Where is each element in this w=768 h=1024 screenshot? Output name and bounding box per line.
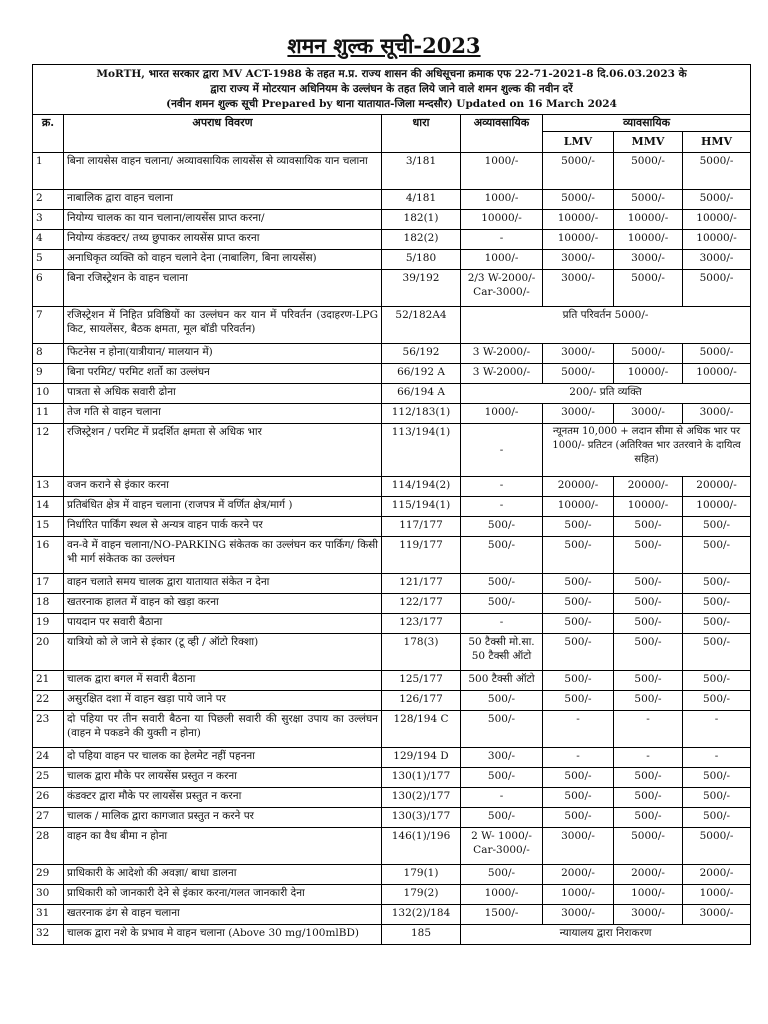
lmv-fine: 10000/- [543, 497, 614, 517]
hmv-fine: 1000/- [683, 885, 751, 905]
row-number: 11 [33, 404, 64, 424]
section-cell: 66/192 A [382, 364, 461, 384]
row-number: 9 [33, 364, 64, 384]
lmv-fine: 500/- [543, 517, 614, 537]
table-row [33, 865, 751, 885]
offence-description: रजिस्ट्रेशन / परमिट में प्रदर्शित क्षमता से अधिक भार [64, 424, 382, 477]
section-cell: 182(1) [382, 210, 461, 230]
section-cell: 185 [382, 925, 461, 945]
table-row [33, 634, 751, 671]
noncommercial-fine: - [461, 788, 543, 808]
mmv-fine: 5000/- [614, 153, 683, 190]
table-row [33, 364, 751, 384]
offence-description: चालक द्वारा नशे के प्रभाव मे वाहन चलाना (Above 30 mg/100mlBD) [64, 925, 382, 945]
noncommercial-fine: 1500/- [461, 905, 543, 925]
table-row [33, 671, 751, 691]
mmv-fine: 1000/- [614, 885, 683, 905]
noncommercial-fine: 50 टैक्सी मो.सा. 50 टैक्सी ऑटो [461, 634, 543, 671]
hmv-fine: 500/- [683, 574, 751, 594]
header-mmv: MMV [614, 132, 683, 153]
noncommercial-fine: 1000/- [461, 885, 543, 905]
mmv-fine: 20000/- [614, 477, 683, 497]
hmv-fine: 3000/- [683, 905, 751, 925]
row-number: 8 [33, 344, 64, 364]
hmv-fine: 3000/- [683, 404, 751, 424]
offence-description: वाहन चलाते समय चालक द्वारा यातायात संकेत न देना [64, 574, 382, 594]
offence-description: नियोग्य चालक का यान चलाना/लायसेंस प्राप्त करना/ [64, 210, 382, 230]
section-cell: 56/192 [382, 344, 461, 364]
mmv-fine: 500/- [614, 768, 683, 788]
row-number: 23 [33, 711, 64, 748]
noncommercial-fine: 500/- [461, 574, 543, 594]
header-section: धारा [382, 115, 461, 153]
table-row [33, 404, 751, 424]
hmv-fine: 2000/- [683, 865, 751, 885]
noncommercial-fine: 500/- [461, 594, 543, 614]
commercial-fine-note: न्यूनतम 10,000 + लदान सीमा से अधिक भार पर 1000/- प्रतिटन (अतिरिक्त भार उतरवाने के दायित्व सहित) [543, 424, 751, 477]
mmv-fine: 10000/- [614, 210, 683, 230]
offence-description: पात्रता से अधिक सवारी ढोना [64, 384, 382, 404]
table-row [33, 230, 751, 250]
mmv-fine: 500/- [614, 594, 683, 614]
hmv-fine: - [683, 748, 751, 768]
offence-description: बिना लायसेस वाहन चलाना/ अव्यावसायिक लायसेंस से व्यावसायिक यान चलाना [64, 153, 382, 190]
notice-line-2: द्वारा राज्य में मोटरयान अधिनियम के उल्लंघन के तहत लिये जाने वाले शमन शुल्क की नवीन दरें [210, 83, 573, 95]
mmv-fine: 5000/- [614, 828, 683, 865]
row-number: 18 [33, 594, 64, 614]
offence-description: खतरनाक ढंग से वाहन चलाना [64, 905, 382, 925]
offence-description: नाबालिक द्वारा वाहन चलाना [64, 190, 382, 210]
section-cell: 126/177 [382, 691, 461, 711]
row-number: 7 [33, 307, 64, 344]
row-number: 3 [33, 210, 64, 230]
table-row [33, 250, 751, 270]
table-row [33, 424, 751, 477]
table-row [33, 711, 751, 748]
lmv-fine: 500/- [543, 691, 614, 711]
row-number: 24 [33, 748, 64, 768]
lmv-fine: 500/- [543, 768, 614, 788]
table-row [33, 808, 751, 828]
lmv-fine: 10000/- [543, 230, 614, 250]
row-number: 6 [33, 270, 64, 307]
mmv-fine: 500/- [614, 537, 683, 574]
row-number: 13 [33, 477, 64, 497]
table-row [33, 477, 751, 497]
noncommercial-fine: 10000/- [461, 210, 543, 230]
noncommercial-fine: - [461, 230, 543, 250]
row-number: 5 [33, 250, 64, 270]
offence-description: प्राधिकारी के आदेशो की अवज्ञा/ बाधा डालना [64, 865, 382, 885]
header-lmv: LMV [543, 132, 614, 153]
hmv-fine: 5000/- [683, 344, 751, 364]
mmv-fine: 3000/- [614, 250, 683, 270]
noncommercial-fine: 500/- [461, 537, 543, 574]
hmv-fine: 500/- [683, 808, 751, 828]
noncommercial-fine: - [461, 497, 543, 517]
offence-description: तेज गति से वाहन चलाना [64, 404, 382, 424]
noncommercial-fine: 3 W-2000/- [461, 344, 543, 364]
hmv-fine: 20000/- [683, 477, 751, 497]
noncommercial-fine: - [461, 477, 543, 497]
offence-description: पायदान पर सवारी बैठाना [64, 614, 382, 634]
hmv-fine: 500/- [683, 537, 751, 574]
title-text: शमन शुल्क सूची-2023 [287, 33, 481, 58]
offence-description: रजिस्ट्रेशन में निहित प्रविष्ठियों का उल्लंघन कर यान में परिवर्तन (उदाहरण-LPG किट, सायलेंसर, बैठक क्षमता, मूल बॉडी परिवर्तन) [64, 307, 382, 344]
section-cell: 117/177 [382, 517, 461, 537]
section-cell: 119/177 [382, 537, 461, 574]
hmv-fine: 5000/- [683, 270, 751, 307]
lmv-fine: 1000/- [543, 885, 614, 905]
mmv-fine: 10000/- [614, 497, 683, 517]
section-cell: 179(1) [382, 865, 461, 885]
offence-description: असुरक्षित दशा में वाहन खड़ा पाये जाने पर [64, 691, 382, 711]
hmv-fine: 5000/- [683, 828, 751, 865]
offence-description: नियोग्य कंडक्टर/ तथ्य छुपाकर लायसेंस प्राप्त करना [64, 230, 382, 250]
section-cell: 125/177 [382, 671, 461, 691]
offence-description: दो पहिया वाहन पर चालक का हेलमेट नहीं पहनना [64, 748, 382, 768]
noncommercial-fine: 2 W- 1000/- Car-3000/- [461, 828, 543, 865]
notice-line-1: MoRTH, भारत सरकार द्वारा MV ACT-1988 के तहत म.प्र. राज्य शासन की अधिसूचना क्रमाक एफ 22-71-2021-8 दि.06.03.2023 के [96, 68, 687, 80]
noncommercial-fine: 500/- [461, 768, 543, 788]
mmv-fine: 500/- [614, 671, 683, 691]
table-row [33, 614, 751, 634]
fine-span-cell: प्रति परिवर्तन 5000/- [461, 307, 751, 344]
hmv-fine: 500/- [683, 614, 751, 634]
noncommercial-fine: 3 W-2000/- [461, 364, 543, 384]
noncommercial-fine: 500/- [461, 517, 543, 537]
header-no: क्र. [33, 115, 64, 153]
mmv-fine: 500/- [614, 614, 683, 634]
penalty-table [32, 64, 751, 945]
section-cell: 39/192 [382, 270, 461, 307]
section-cell: 3/181 [382, 153, 461, 190]
noncommercial-fine: 500 टैक्सी ऑटो [461, 671, 543, 691]
lmv-fine: 5000/- [543, 190, 614, 210]
noncommercial-fine: 500/- [461, 865, 543, 885]
notice-line-3: (नवीन शमन शुल्क सूची Prepared by थाना यातायात-जिला मन्दसौर) Updated on 16 March 2024 [166, 98, 617, 110]
mmv-fine: 500/- [614, 517, 683, 537]
mmv-fine: 10000/- [614, 230, 683, 250]
hmv-fine: - [683, 711, 751, 748]
lmv-fine: - [543, 748, 614, 768]
section-cell: 130(2)/177 [382, 788, 461, 808]
row-number: 31 [33, 905, 64, 925]
notice-row [33, 65, 751, 115]
lmv-fine: 20000/- [543, 477, 614, 497]
row-number: 12 [33, 424, 64, 477]
table-row [33, 691, 751, 711]
row-number: 14 [33, 497, 64, 517]
hmv-fine: 10000/- [683, 364, 751, 384]
hmv-fine: 5000/- [683, 153, 751, 190]
mmv-fine: 3000/- [614, 404, 683, 424]
noncommercial-fine: 500/- [461, 808, 543, 828]
lmv-fine: 5000/- [543, 153, 614, 190]
noncommercial-fine: 1000/- [461, 153, 543, 190]
offence-description: चालक द्वारा मौके पर लायसेंस प्रस्तुत न करना [64, 768, 382, 788]
noncommercial-fine: 500/- [461, 711, 543, 748]
lmv-fine: 500/- [543, 574, 614, 594]
lmv-fine: 500/- [543, 594, 614, 614]
offence-description: दो पहिया पर तीन सवारी बैठना या पिछली सवारी की सुरक्षा उपाय का उल्लंघन (वाहन मे पकडने की युक्ती न होना) [64, 711, 382, 748]
noncommercial-fine: - [461, 614, 543, 634]
mmv-fine: 5000/- [614, 344, 683, 364]
offence-description: प्रतिबंधित क्षेत्र में वाहन चलाना (राजपत्र में वर्णित क्षेत्र/मार्ग ) [64, 497, 382, 517]
offence-description: बिना परमिट/ परमिट शर्तो का उल्लंघन [64, 364, 382, 384]
lmv-fine: 10000/- [543, 210, 614, 230]
hmv-fine: 5000/- [683, 190, 751, 210]
table-row [33, 905, 751, 925]
lmv-fine: 3000/- [543, 404, 614, 424]
row-number: 32 [33, 925, 64, 945]
header-hmv: HMV [683, 132, 751, 153]
page-title [0, 32, 768, 60]
section-cell: 52/182A4 [382, 307, 461, 344]
row-number: 27 [33, 808, 64, 828]
lmv-fine: 5000/- [543, 364, 614, 384]
hmv-fine: 500/- [683, 671, 751, 691]
mmv-fine: - [614, 711, 683, 748]
header-commercial: व्यावसायिक [543, 115, 751, 132]
notice-cell [33, 65, 751, 115]
lmv-fine: 500/- [543, 614, 614, 634]
offence-description: निर्धारित पार्किंग स्थल से अन्यत्र वाहन पार्क करने पर [64, 517, 382, 537]
section-cell: 130(3)/177 [382, 808, 461, 828]
mmv-fine: 2000/- [614, 865, 683, 885]
section-cell: 179(2) [382, 885, 461, 905]
table-row [33, 574, 751, 594]
mmv-fine: 500/- [614, 574, 683, 594]
row-number: 19 [33, 614, 64, 634]
table-row [33, 925, 751, 945]
hmv-fine: 10000/- [683, 230, 751, 250]
row-number: 30 [33, 885, 64, 905]
section-cell: 66/194 A [382, 384, 461, 404]
lmv-fine: 500/- [543, 808, 614, 828]
hmv-fine: 500/- [683, 634, 751, 671]
fine-span-cell: न्यायालय द्वारा निराकरण [461, 925, 751, 945]
row-number: 10 [33, 384, 64, 404]
row-number: 2 [33, 190, 64, 210]
table-row [33, 190, 751, 210]
hmv-fine: 3000/- [683, 250, 751, 270]
lmv-fine: 3000/- [543, 250, 614, 270]
row-number: 20 [33, 634, 64, 671]
table-row [33, 344, 751, 364]
offence-description: यात्रियो को ले जाने से इंकार (टू व्ही / ऑटो रिक्शा) [64, 634, 382, 671]
hmv-fine: 500/- [683, 594, 751, 614]
row-number: 17 [33, 574, 64, 594]
table-row [33, 497, 751, 517]
offence-description: बिना रजिस्ट्रेशन के वाहन चलाना [64, 270, 382, 307]
lmv-fine: - [543, 711, 614, 748]
lmv-fine: 500/- [543, 634, 614, 671]
row-number: 21 [33, 671, 64, 691]
mmv-fine: 10000/- [614, 364, 683, 384]
noncommercial-fine: 1000/- [461, 404, 543, 424]
section-cell: 129/194 D [382, 748, 461, 768]
table-row [33, 748, 751, 768]
lmv-fine: 500/- [543, 788, 614, 808]
offence-description: फिटनेस न होना(यात्रीयान/ मालयान में) [64, 344, 382, 364]
offence-description: अनाधिकृत व्यक्ति को वाहन चलाने देना (नाबालिग, बिना लायसेंस) [64, 250, 382, 270]
header-noncommercial: अव्यावसायिक [461, 115, 543, 153]
offence-description: वाहन का वैध बीमा न होना [64, 828, 382, 865]
section-cell: 113/194(1) [382, 424, 461, 477]
row-number: 26 [33, 788, 64, 808]
hmv-fine: 500/- [683, 788, 751, 808]
section-cell: 114/194(2) [382, 477, 461, 497]
section-cell: 130(1)/177 [382, 768, 461, 788]
table-row [33, 210, 751, 230]
mmv-fine: 500/- [614, 808, 683, 828]
section-cell: 178(3) [382, 634, 461, 671]
noncommercial-fine: 500/- [461, 691, 543, 711]
offence-description: प्राधिकारी को जानकारी देने से इंकार करना/गलत जानकारी देना [64, 885, 382, 905]
section-cell: 115/194(1) [382, 497, 461, 517]
header-offence: अपराध विवरण [64, 115, 382, 153]
offence-description: कंडक्टर द्वारा मौके पर लायसेंस प्रस्तुत न करना [64, 788, 382, 808]
table-row [33, 537, 751, 574]
section-cell: 121/177 [382, 574, 461, 594]
hmv-fine: 10000/- [683, 497, 751, 517]
section-cell: 122/177 [382, 594, 461, 614]
header-row-1 [33, 115, 751, 132]
table-row [33, 517, 751, 537]
mmv-fine: 5000/- [614, 270, 683, 307]
table-row [33, 270, 751, 307]
mmv-fine: - [614, 748, 683, 768]
hmv-fine: 500/- [683, 768, 751, 788]
offence-description: चालक / मालिक द्वारा कागजात प्रस्तुत न करने पर [64, 808, 382, 828]
row-number: 1 [33, 153, 64, 190]
row-number: 25 [33, 768, 64, 788]
lmv-fine: 3000/- [543, 270, 614, 307]
table-row [33, 885, 751, 905]
table-row [33, 768, 751, 788]
hmv-fine: 500/- [683, 517, 751, 537]
mmv-fine: 500/- [614, 788, 683, 808]
row-number: 15 [33, 517, 64, 537]
lmv-fine: 500/- [543, 537, 614, 574]
offence-description: चालक द्वारा बगल में सवारी बैठाना [64, 671, 382, 691]
noncommercial-fine: 1000/- [461, 190, 543, 210]
hmv-fine: 500/- [683, 691, 751, 711]
section-cell: 5/180 [382, 250, 461, 270]
mmv-fine: 500/- [614, 634, 683, 671]
lmv-fine: 500/- [543, 671, 614, 691]
lmv-fine: 3000/- [543, 905, 614, 925]
noncommercial-fine: 1000/- [461, 250, 543, 270]
offence-description: वन-वे में वाहन चलाना/NO-PARKING संकेतक का उल्लंघन कर पार्किग/ किसी भी मार्ग संकेतक का उल्लंघन [64, 537, 382, 574]
table-row [33, 828, 751, 865]
lmv-fine: 3000/- [543, 344, 614, 364]
offence-description: वजन कराने से इंकार करना [64, 477, 382, 497]
row-number: 4 [33, 230, 64, 250]
section-cell: 182(2) [382, 230, 461, 250]
section-cell: 123/177 [382, 614, 461, 634]
section-cell: 132(2)/184 [382, 905, 461, 925]
noncommercial-fine: - [461, 424, 543, 477]
table-row [33, 307, 751, 344]
lmv-fine: 3000/- [543, 828, 614, 865]
table-row [33, 594, 751, 614]
fine-span-cell: 200/- प्रति व्यक्ति [461, 384, 751, 404]
table-row [33, 384, 751, 404]
noncommercial-fine: 300/- [461, 748, 543, 768]
mmv-fine: 500/- [614, 691, 683, 711]
row-number: 29 [33, 865, 64, 885]
row-number: 16 [33, 537, 64, 574]
hmv-fine: 10000/- [683, 210, 751, 230]
mmv-fine: 5000/- [614, 190, 683, 210]
section-cell: 128/194 C [382, 711, 461, 748]
row-number: 28 [33, 828, 64, 865]
row-number: 22 [33, 691, 64, 711]
noncommercial-fine: 2/3 W-2000/- Car-3000/- [461, 270, 543, 307]
offence-description: खतरनाक हालत में वाहन को खड़ा करना [64, 594, 382, 614]
section-cell: 146(1)/196 [382, 828, 461, 865]
section-cell: 112/183(1) [382, 404, 461, 424]
lmv-fine: 2000/- [543, 865, 614, 885]
section-cell: 4/181 [382, 190, 461, 210]
table-row [33, 788, 751, 808]
table-row [33, 153, 751, 190]
mmv-fine: 3000/- [614, 905, 683, 925]
